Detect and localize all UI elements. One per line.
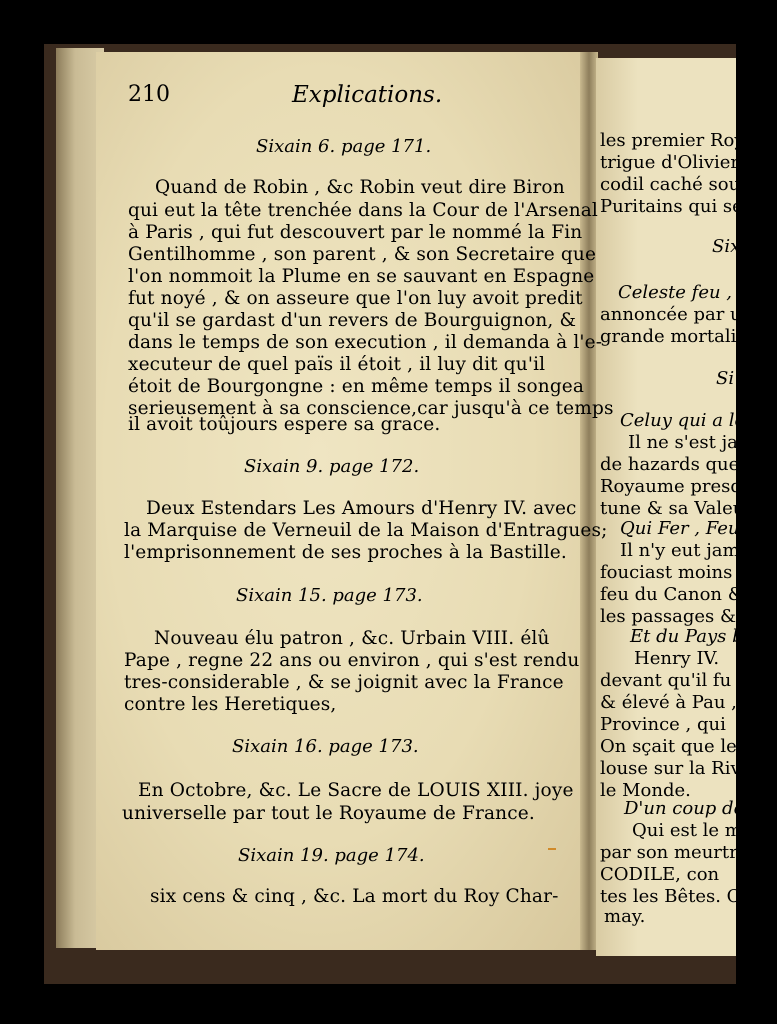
text-line: l'emprisonnement de ses proches à la Bastille. <box>124 542 567 563</box>
text-line: universelle par tout le Royaume de France. <box>122 803 535 824</box>
text-line: la Marquise de Verneuil de la Maison d'Entragues; <box>124 520 608 541</box>
section-heading: Sixain 6. page 171. <box>256 136 432 157</box>
right-text-line: louse sur la Riv <box>600 758 741 779</box>
section-heading: Sixain 19. page 174. <box>238 845 425 866</box>
text-line: étoit de Bourgongne : en même temps il songea <box>128 376 585 397</box>
text-line: six cens & cinq , &c. La mort du Roy Char- <box>150 886 559 907</box>
text-line: Gentilhomme , son parent , & son Secretaire que <box>128 244 597 265</box>
right-text-line: Henry IV. <box>634 648 720 669</box>
right-text-line: trigue d'Olivier <box>600 152 740 173</box>
right-text-line: may. <box>604 906 646 927</box>
right-text-line: Province , qui <box>600 714 726 735</box>
text-line: tres-considerable , & se joignit avec la France <box>124 672 564 693</box>
text-line: Deux Estendars Les Amours d'Henry IV. avec <box>146 498 577 519</box>
right-text-line: Qui est le m <box>632 820 742 841</box>
right-text-line: Celuy qui a le <box>620 410 746 431</box>
text-line: qu'il se gardast d'un revers de Bourguignon, & <box>128 310 577 331</box>
page-number: 210 <box>128 82 170 107</box>
text-line: à Paris , qui fut descouvert par le nommé la Fin <box>128 222 583 243</box>
right-text-line: par son meurtri <box>600 842 744 863</box>
text-line: qui eut la tête trenchée dans la Cour de l'Arsenal <box>128 200 598 221</box>
right-heading: Si <box>716 368 735 389</box>
right-text-line: Il n'y eut jam <box>620 540 740 561</box>
right-text-line: Qui Fer , Feu <box>620 518 740 539</box>
text-line: fut noyé , & on asseure que l'on luy avoit predit <box>128 288 583 309</box>
right-text-line: Il ne s'est jam <box>628 432 755 453</box>
right-text-line: D'un coup de <box>624 798 745 819</box>
text-line: il avoit toûjours espere sa grace. <box>128 414 441 435</box>
section-heading: Sixain 15. page 173. <box>236 585 423 606</box>
right-text-line: Celeste feu , & <box>618 282 754 303</box>
right-text-line: les passages & <box>600 606 736 627</box>
right-text-line: de hazards que <box>600 454 740 475</box>
right-text-line: Et du Pays b <box>630 626 744 647</box>
section-heading: Sixain 9. page 172. <box>244 456 420 477</box>
right-text-line: fouciast moins c <box>600 562 749 583</box>
paper-fleck <box>548 848 556 850</box>
right-text-line: feu du Canon & <box>600 584 744 605</box>
text-line: dans le temps de son execution , il demanda à l'e- <box>128 332 603 353</box>
right-text-line: Puritains qui ser <box>600 196 752 217</box>
text-line: Nouveau élu patron , &c. Urbain VIII. élû <box>154 628 550 649</box>
right-heading: Six <box>712 236 741 257</box>
running-head: Explications. <box>292 82 443 108</box>
right-text-line: codil caché sous <box>600 174 750 195</box>
right-text-line: les premier Roy <box>600 130 745 151</box>
right-text-line: tune & sa Valeu <box>600 498 745 519</box>
right-text-line: CODILE, con <box>600 864 720 885</box>
right-text-line: annoncée par u <box>600 304 742 325</box>
right-text-line: On sçait que le <box>600 736 737 757</box>
text-line: contre les Heretiques, <box>124 694 337 715</box>
right-text-line: le Monde. <box>600 780 691 801</box>
text-line: l'on nommoit la Plume en se sauvant en Espagne <box>128 266 595 287</box>
text-line: serieusement à sa conscience,car jusqu'à ce temps <box>128 398 614 419</box>
section-heading: Sixain 16. page 173. <box>232 736 419 757</box>
right-text-line: grande mortali <box>600 326 737 347</box>
right-text-line: Royaume presq <box>600 476 742 497</box>
text-line: xecuteur de quel païs il étoit , il luy dit qu'il <box>128 354 546 375</box>
right-text-line: devant qu'il fu <box>600 670 732 691</box>
text-line: Quand de Robin , &c Robin veut dire Biron <box>155 177 565 198</box>
right-text-line: tes les Bêtes. C <box>600 886 741 907</box>
text-line: En Octobre, &c. Le Sacre de LOUIS XIII. joye <box>138 780 574 801</box>
right-text-line: & élevé à Pau , <box>600 692 737 713</box>
text-line: Pape , regne 22 ans ou environ , qui s'est rendu <box>124 650 580 671</box>
